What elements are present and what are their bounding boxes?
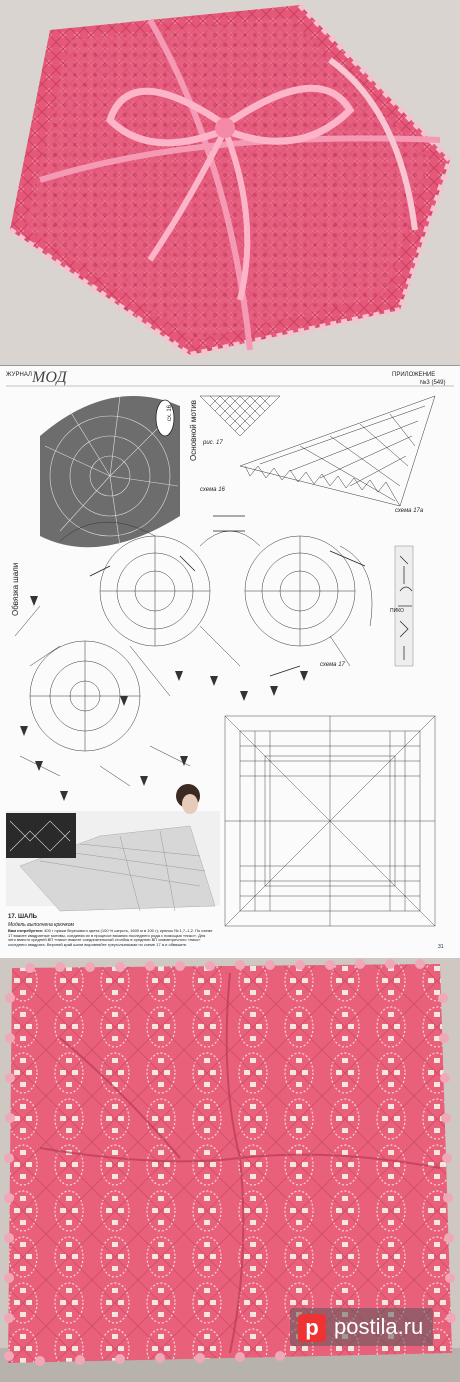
model-photo: [6, 784, 220, 911]
watermark-text: postila.ru: [334, 1314, 424, 1339]
label-picot: ПИКО: [390, 608, 404, 614]
magazine-label: ЖУРНАЛ: [6, 372, 32, 378]
issue-label: №3 (549): [420, 380, 446, 386]
item-title: 17. ШАЛЬ: [8, 914, 37, 920]
folded-blanket-image: [0, 0, 460, 365]
postila-logo-icon: p: [298, 1314, 326, 1342]
photo-folded-blanket: [0, 0, 460, 365]
article-text-block: [8, 929, 213, 957]
crochet-diagram-page: [0, 365, 460, 959]
magazine-logo: МОД: [32, 369, 67, 386]
scheme17-motif: [15, 522, 372, 786]
label-scheme16: схема 16: [200, 487, 225, 493]
label-scheme17a: схема 17а: [395, 508, 424, 514]
sch16-badge: сх. 16: [167, 404, 173, 421]
fig17-grid: [200, 396, 280, 436]
body-text: По схеме 17 вяжите квадратные мотивы, соединяя их в процессе вязания последнего ряда с помощью «пико». Для чего вместо средней ВП «пико» вяжите соединительный столбик в среднюю ВП симметричного «пико» соседнего квадрата. Верхний край шали выровняйте треугольниками по схеме 17 а и обвяжите.: [8, 929, 213, 947]
crochet-diagram-image: [0, 366, 460, 958]
postila-watermark: [290, 1308, 433, 1346]
scheme17a-triangle: [240, 396, 435, 506]
connection-arrows: [90, 516, 365, 676]
item-subtitle: Модель выполнена крючком: [8, 922, 74, 928]
needs-heading: Вам потребуется:: [8, 929, 44, 933]
needs-text: 400 г пряжи березового цвета (100 % шерсть, 1600 м в 100 г); крючок № 1,7–1,2.: [44, 929, 194, 933]
label-fig17: рис. 17: [203, 440, 223, 446]
square-motif-diagram: [225, 716, 435, 926]
label-main-motif: Основной мотив: [189, 399, 198, 461]
label-shawl-edging: Обвязка шали: [11, 562, 20, 616]
page-number: 31: [438, 944, 444, 950]
supplement-label: ПРИЛОЖЕНИЕ: [392, 372, 436, 378]
label-scheme17: схема 17: [320, 662, 345, 668]
